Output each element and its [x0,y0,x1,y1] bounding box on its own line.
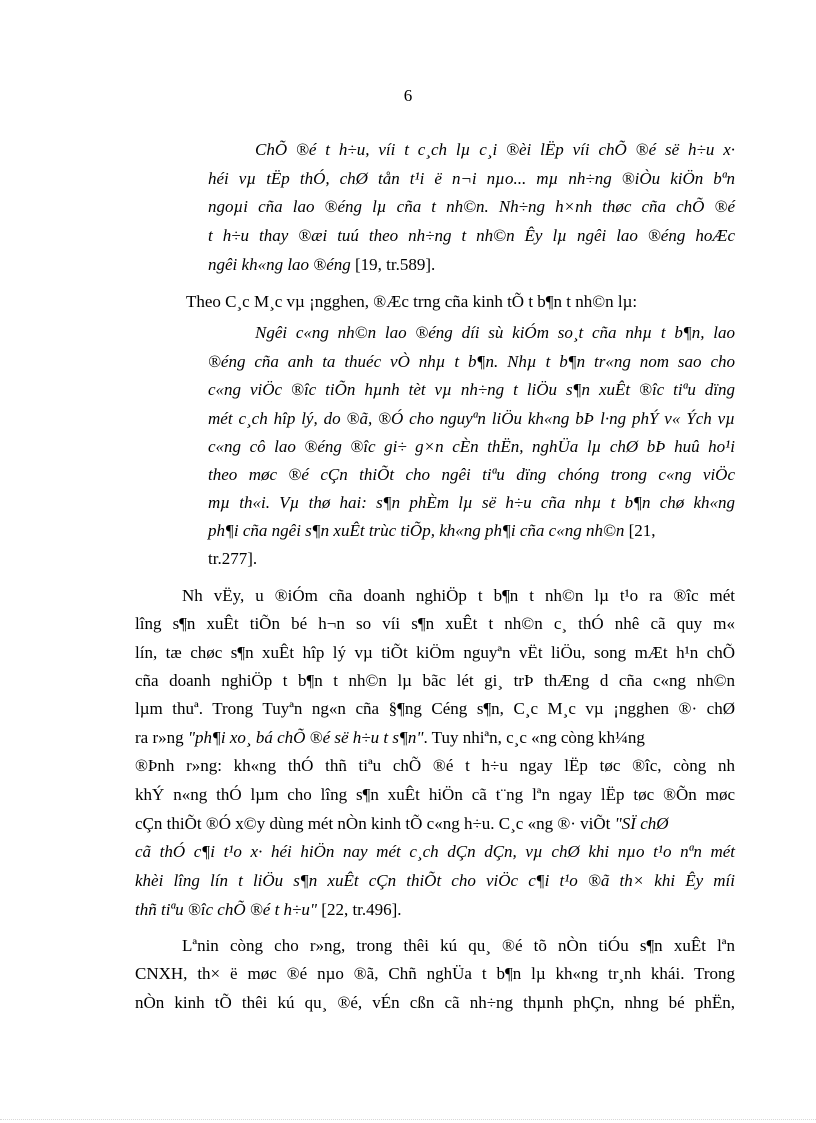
body-text: . Tuy nhiªn, c¸c «ng còng kh¼ng [423,728,645,747]
body-line: ®Þnh r»ng: kh«ng thÓ thñ tiªu chÕ ®é t h÷u ngay lËp tøc ®îc, còng nh [135,756,735,775]
quote-text: ngêi kh«ng lao ®éng [208,255,351,274]
inline-quote: "SÏ chØ [610,814,669,833]
citation: [19, tr.589]. [350,255,436,274]
body-line-with-citation [135,899,402,921]
body-line: lîng s¶n xuÊt tiÕn bé h¬n so víi s¶n xuÊt t nh©n c¸ thÓ nhê cã quy m« [135,614,735,633]
quote-line: ®éng cña anh ta thuéc vÒ nhµ t b¶n. Nhµ t b¶n tr«ng nom sao cho [208,352,735,371]
quote-line: mµ th«i. Vµ thø hai: s¶n phÈm lµ së h÷u cña nhµ t b¶n chø kh«ng [208,493,735,512]
quote-line: theo møc ®é cÇn thiÕt cho ngêi tiªu dïng chóng trong c«ng viÖc [208,465,735,484]
quote-line-with-citation [208,520,656,542]
quote-line: c«ng cô lao ®éng ®îc gi÷ g×n cÈn thËn, nghÜa lµ chØ bÞ huû ho¹i [208,437,735,456]
quote-last-line [208,254,435,276]
citation-continuation: tr.277]. [208,549,258,568]
quote-line: ChÕ ®é t h÷u, víi t c¸ch lµ c¸i ®èi lËp víi chÕ ®é së h÷u x· [255,140,735,159]
body-line: lµm thuª. Trong Tuyªn ng«n cña §¶ng Céng s¶n, C¸c M¸c vµ ¡ngghen ®· chØ [135,699,735,718]
inline-quote: "ph¶i xo¸ bá chÕ ®é së h÷u t s¶n" [187,728,424,747]
body-line: lín, tæ chøc s¶n xuÊt hîp lý vµ tiÕt kiÖm nguyªn vËt liÖu, song mÆt h¹n chÕ [135,643,735,662]
body-line: khèi lîng lín t liÖu s¶n xuÊt cÇn thiÕt cho viÖc c¶i t¹o ®ã th× khi Êy míi [135,871,735,890]
quote-line: héi vµ tËp thÓ, chØ tån t¹i ë n¬i nµo... mµ nh÷ng ®iÒu kiÖn bªn [208,169,735,188]
page-number: 6 [403,86,413,105]
body-line: Nh vËy, u ®iÓm cña doanh nghiÖp t b¶n t nh©n lµ t¹o ra ®îc mét [182,586,735,605]
intro-line: Theo C¸c M¸c vµ ¡ngghen, ®Æc trng cña kinh tÕ t b¶n t nh©n lµ: [186,292,638,311]
body-line: nÒn kinh tÕ thêi kú qu¸ ®é, vÉn cßn cã nh÷ng thµnh phÇn, nhng bé phËn, [135,993,735,1012]
quote-line: c«ng viÖc ®îc tiÕn hµnh tèt vµ nh÷ng t liÖu s¶n xuÊt ®îc tiªu dïng [208,380,735,399]
body-line-with-quote [135,813,669,835]
quote-line: mét c¸ch hîp lý, do ®ã, ®Ó cho nguyªn liÖu kh«ng bÞ l·ng phÝ v« Ých vµ [208,409,735,428]
citation: [22, tr.496]. [317,900,402,919]
body-text: ra r»ng [135,728,188,747]
quote-line: t h÷u thay ®æi tuú theo nh÷ng t nh©n Êy lµ ngêi lao ®éng hoÆc [208,226,735,245]
page-bottom-rule [0,1119,816,1120]
body-line: Lªnin còng cho r»ng, trong thêi kú qu¸ ®é tõ nÒn tiÓu s¶n xuÊt lªn [182,936,735,955]
body-line: khÝ n«ng thÓ lµm cho lîng s¶n xuÊt hiÖn cã t¨ng lªn ngay lËp tøc ®Õn møc [135,785,735,804]
body-line-with-quote [135,727,645,749]
body-line: CNXH, th× ë møc ®é nµo ®ã, Chñ nghÜa t b¶n lµ kh«ng tr¸nh khái. Trong [135,964,735,983]
inline-quote: thñ tiªu ®îc chÕ ®é t h÷u" [135,900,318,919]
body-line: cã thÓ c¶i t¹o x· héi hiÖn nay mét c¸ch dÇn dÇn, vµ chØ khi nµo t¹o nªn mét [135,842,735,861]
quote-line: ngoµi cña lao ®éng lµ cña t nh©n. Nh÷ng h×nh thøc cña chÕ ®é [208,197,735,216]
body-text: cÇn thiÕt ®Ó x©y dùng mét nÒn kinh tÕ c«ng h÷u. C¸c «ng ®· viÕt [135,814,611,833]
quote-line: Ngêi c«ng nh©n lao ®éng díi sù kiÓm so¸t cña nhµ t b¶n, lao [255,323,735,342]
citation: [21, [624,521,656,540]
quote-text: ph¶i cña ngêi s¶n xuÊt trùc tiÕp, kh«ng ph¶i cña c«ng nh©n [208,521,625,540]
body-line: cña doanh nghiÖp t b¶n t nh©n lµ bãc lét gi¸ trÞ thÆng d cña c«ng nh©n [135,671,735,690]
